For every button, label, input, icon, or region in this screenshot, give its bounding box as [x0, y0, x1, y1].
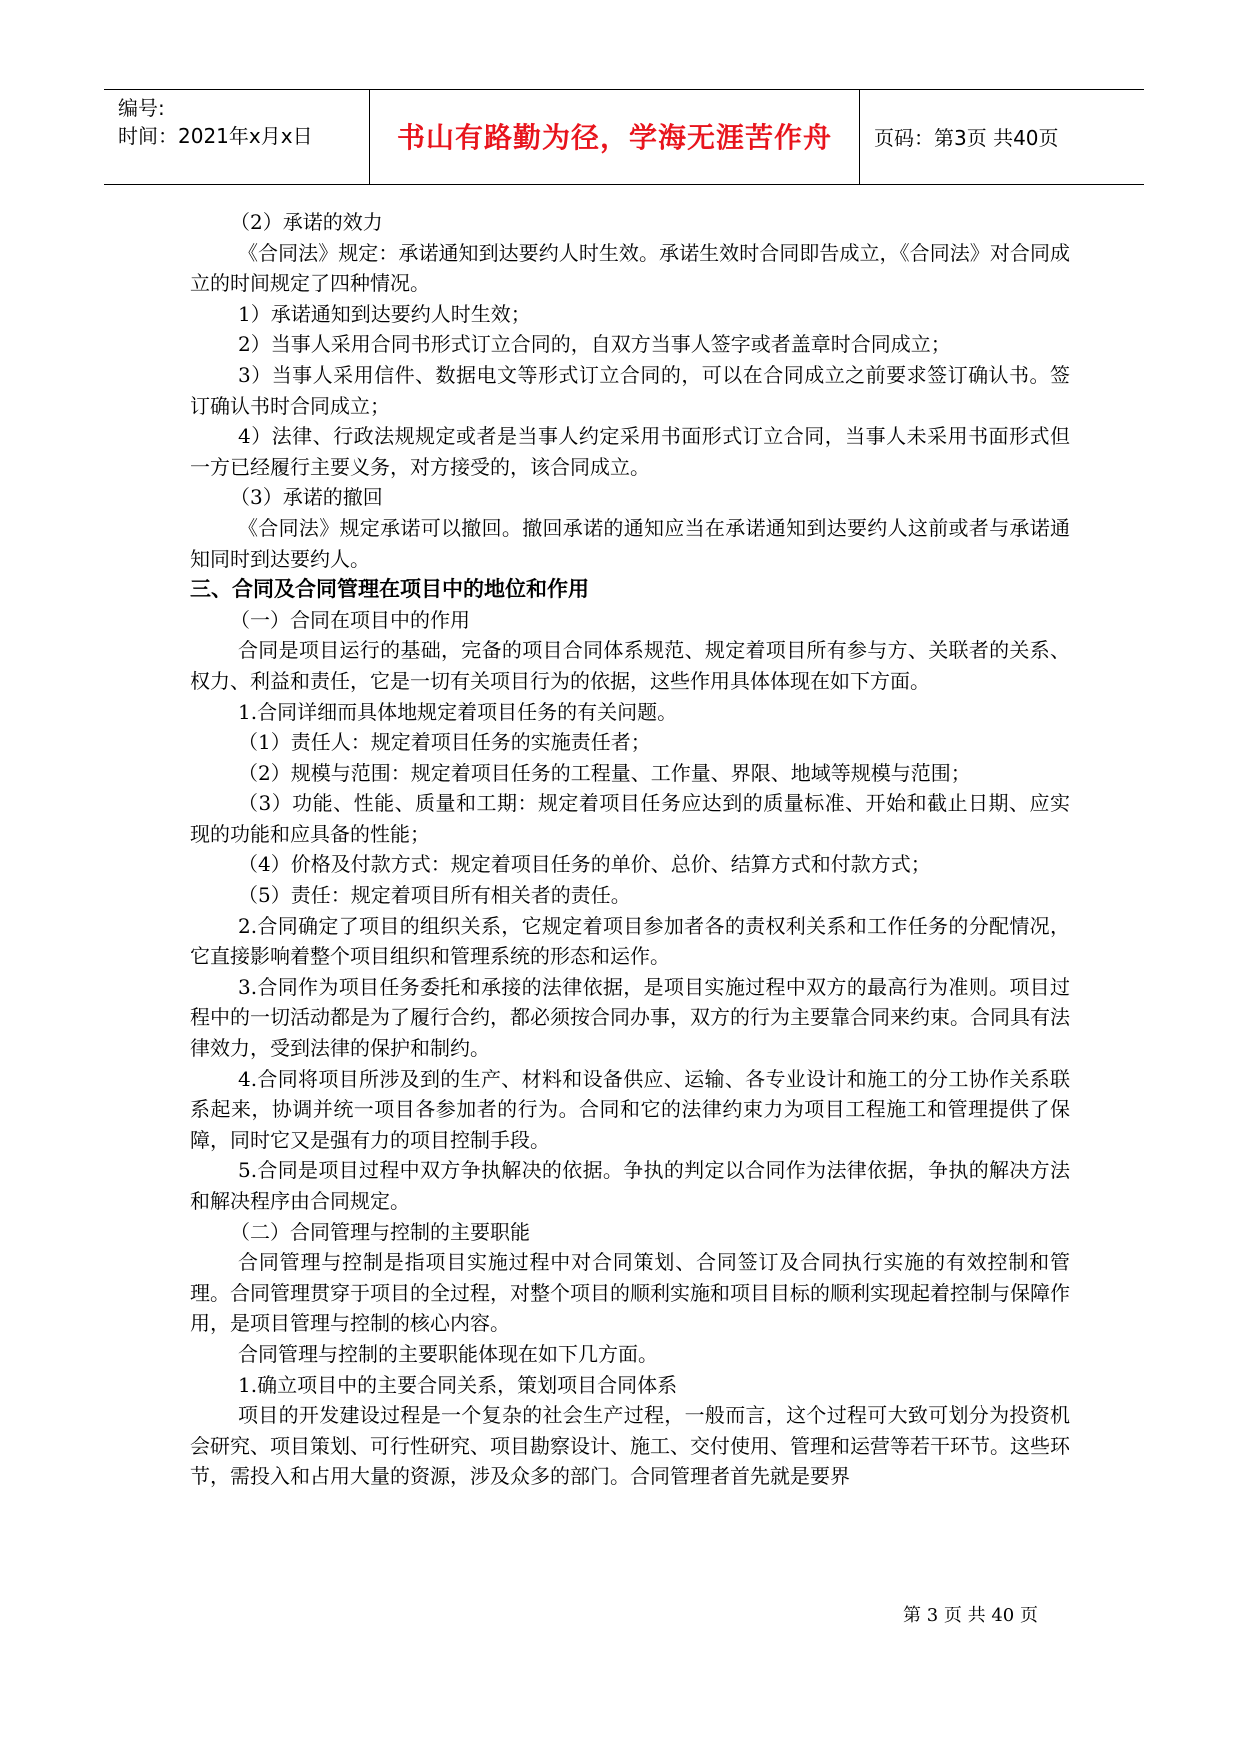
paragraph: 1.合同详细而具体地规定着项目任务的有关问题。 — [238, 699, 678, 724]
paragraph: 1.确立项目中的主要合同关系，策划项目合同体系 — [238, 1372, 678, 1397]
paragraph: （一）合同在项目中的作用 — [230, 607, 470, 632]
header-meta — [118, 94, 368, 150]
page-header — [104, 89, 1144, 185]
paragraph: 项目的开发建设过程是一个复杂的社会生产过程，一般而言，这个过程可大致可划分为投资机会研究、项目策划、可行性研究、项目勘察设计、施工、交付使用、管理和运营等若干环节。这些环节，需投入和占用大量的资源，涉及众多的部门。合同管理者首先就是要界 — [190, 1403, 1070, 1489]
paragraph: （4）价格及付款方式：规定着项目任务的单价、总价、结算方式和付款方式； — [238, 852, 931, 877]
paragraph: （3）承诺的撤回 — [230, 485, 383, 510]
paragraph: （1）责任人：规定着项目任务的实施责任者； — [238, 730, 651, 755]
paragraph: （3）功能、性能、质量和工期：规定着项目任务应达到的质量标准、开始和截止日期、应实现的功能和应具备的性能； — [190, 791, 1070, 846]
header-motto: 书山有路勤为径，学海无涯苦作舟 — [396, 121, 832, 154]
paragraph: （二）合同管理与控制的主要职能 — [230, 1219, 530, 1244]
document-number-label: 编号: — [118, 96, 165, 120]
document-body — [190, 207, 1070, 1492]
paragraph: 3.合同作为项目任务委托和承接的法律依据，是项目实施过程中双方的最高行为准则。项目过程中的一切活动都是为了履行合约，都必须按合同办事，双方的行为主要靠合同来约束。合同具有法律效力，受到法律的保护和制约。 — [190, 974, 1070, 1061]
paragraph: 2）当事人采用合同书形式订立合同的，自双方当事人签字或者盖章时合同成立； — [238, 332, 951, 357]
paragraph: （5）责任：规定着项目所有相关者的责任。 — [238, 883, 631, 908]
paragraph: 合同管理与控制的主要职能体现在如下几方面。 — [238, 1341, 658, 1366]
paragraph: 合同是项目运行的基础，完备的项目合同体系规范、规定着项目所有参与方、关联者的关系、权力、利益和责任，它是一切有关项目行为的依据，这些作用具体体现在如下方面。 — [190, 638, 1070, 693]
paragraph: 《合同法》规定：承诺通知到达要约人时生效。承诺生效时合同即告成立，《合同法》对合同成立的时间规定了四种情况。 — [190, 240, 1070, 296]
paragraph: （2）规模与范围：规定着项目任务的工程量、工作量、界限、地域等规模与范围； — [238, 760, 971, 785]
paragraph: （2）承诺的效力 — [230, 210, 383, 234]
document-date: 时间：2021年x月x日 — [118, 124, 313, 148]
paragraph: 1）承诺通知到达要约人时生效； — [238, 301, 531, 326]
paragraph: 5.合同是项目过程中双方争执解决的依据。争执的判定以合同作为法律依据，争执的解决方法和解决程序由合同规定。 — [190, 1158, 1070, 1213]
paragraph: 合同管理与控制是指项目实施过程中对合同策划、合同签订及合同执行实施的有效控制和管理。合同管理贯穿于项目的全过程，对整个项目的顺利实施和项目目标的顺利实现起着控制与保障作用，是项目管理与控制的核心内容。 — [190, 1250, 1070, 1336]
section-heading: 三、合同及合同管理在项目中的地位和作用 — [190, 577, 589, 602]
paragraph: 3）当事人采用信件、数据电文等形式订立合同的，可以在合同成立之前要求签订确认书。签订确认书时合同成立； — [190, 362, 1070, 418]
paragraph: 4）法律、行政法规规定或者是当事人约定采用书面形式订立合同，当事人未采用书面形式但一方已经履行主要义务，对方接受的，该合同成立。 — [190, 424, 1070, 479]
paragraph: 2.合同确定了项目的组织关系，它规定着项目参加者各的责权利关系和工作任务的分配情况，它直接影响着整个项目组织和管理系统的形态和运作。 — [190, 913, 1070, 969]
paragraph: 4.合同将项目所涉及到的生产、材料和设备供应、运输、各专业设计和施工的分工协作关系联系起来，协调并统一项目各参加者的行为。合同和它的法律约束力为项目工程施工和管理提供了保障，同时它又是强有力的项目控制手段。 — [190, 1066, 1070, 1152]
header-divider — [859, 90, 860, 184]
header-page-info: 页码：第3页 共40页 — [874, 126, 1059, 150]
paragraph: 《合同法》规定承诺可以撤回。撤回承诺的通知应当在承诺通知到达要约人这前或者与承诺通知同时到达要约人。 — [190, 515, 1070, 571]
page-footer: 第 3 页 共 40 页 — [903, 1605, 1038, 1626]
